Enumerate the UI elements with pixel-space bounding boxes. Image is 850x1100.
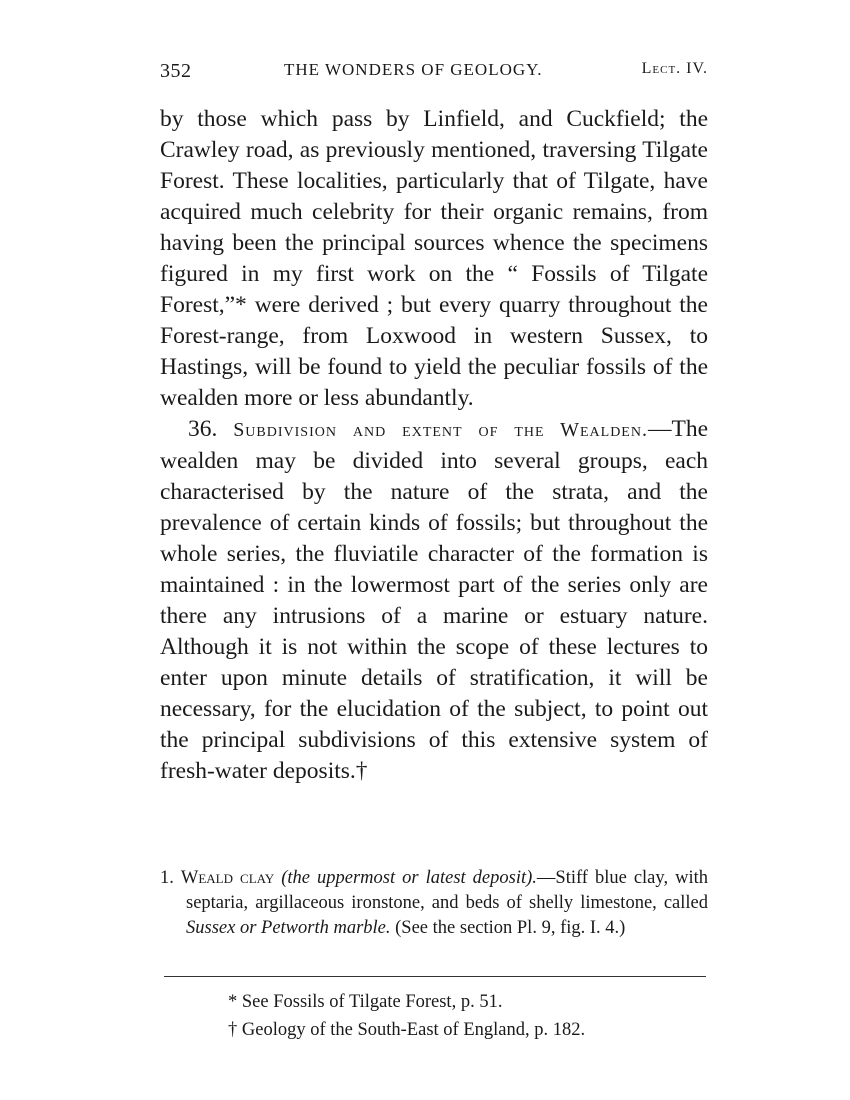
item-text: —Stiff blue clay, with septaria, argillaceous ironstone, and beds of shelly limestone, called <box>186 868 708 913</box>
section-text: —The wealden may be divided into several groups, each characterised by the nature of the strata, and the prevalence of certain kinds of fossils; but throughout the whole series, the fluviatile character of the formation is maintained : in the lowermost part of the series only are there any intrusions of a marine or estuary nature. Although it is not within the scope of these lectures to enter upon minute details of stratification, it will be necessary, for the elucidation of the subject, to point out the principal subdivisions of this extensive system of fresh-water deposits.† <box>160 416 709 784</box>
item-italic-term: Sussex or Petworth marble. <box>186 918 391 938</box>
footnote <box>228 988 688 1016</box>
paragraph: by those which pass by Linfield, and Cuckfield; the Crawley road, as previously mentioned, traversing Tilgate Forest. These localities, particularly that of Tilgate, have acquired much celebrity for their organic remains, from having been the principal sources whence the specimens figured in my first work on the “ Fossils of Tilgate Forest,”* were derived ; but every quarry throughout the Forest-range, from Loxwood in western Sussex, to Hastings, will be found to yield the peculiar fossils of the wealden more or less abundantly. <box>160 106 708 411</box>
section-number: 36. <box>188 416 218 442</box>
footnote-text: See Fossils of Tilgate Forest, p. 51. <box>241 992 503 1012</box>
section-paragraph <box>160 414 708 787</box>
footnote-divider <box>164 976 706 977</box>
item-number: 1. <box>160 868 174 888</box>
numbered-list-item <box>160 866 708 941</box>
footnote <box>228 1016 688 1044</box>
section-heading: Subdivision and extent of the Wealden. <box>233 419 648 441</box>
item-text-end: (See the section Pl. 9, fig. I. 4.) <box>390 918 626 938</box>
footnotes <box>228 988 688 1044</box>
footnote-mark: † <box>228 1020 238 1040</box>
lecture-label: Lect. IV. <box>641 60 708 77</box>
footnote-text: Geology of the South-East of England, p. 182. <box>241 1020 586 1040</box>
footnote-mark: * <box>228 992 238 1012</box>
item-italic-note: (the uppermost or latest deposit). <box>281 868 537 888</box>
body-text <box>160 104 708 787</box>
running-header <box>160 60 708 90</box>
item-term: Weald clay <box>180 868 275 888</box>
running-title: THE WONDERS OF GEOLOGY. <box>284 60 543 79</box>
page-number: 352 <box>160 60 192 82</box>
